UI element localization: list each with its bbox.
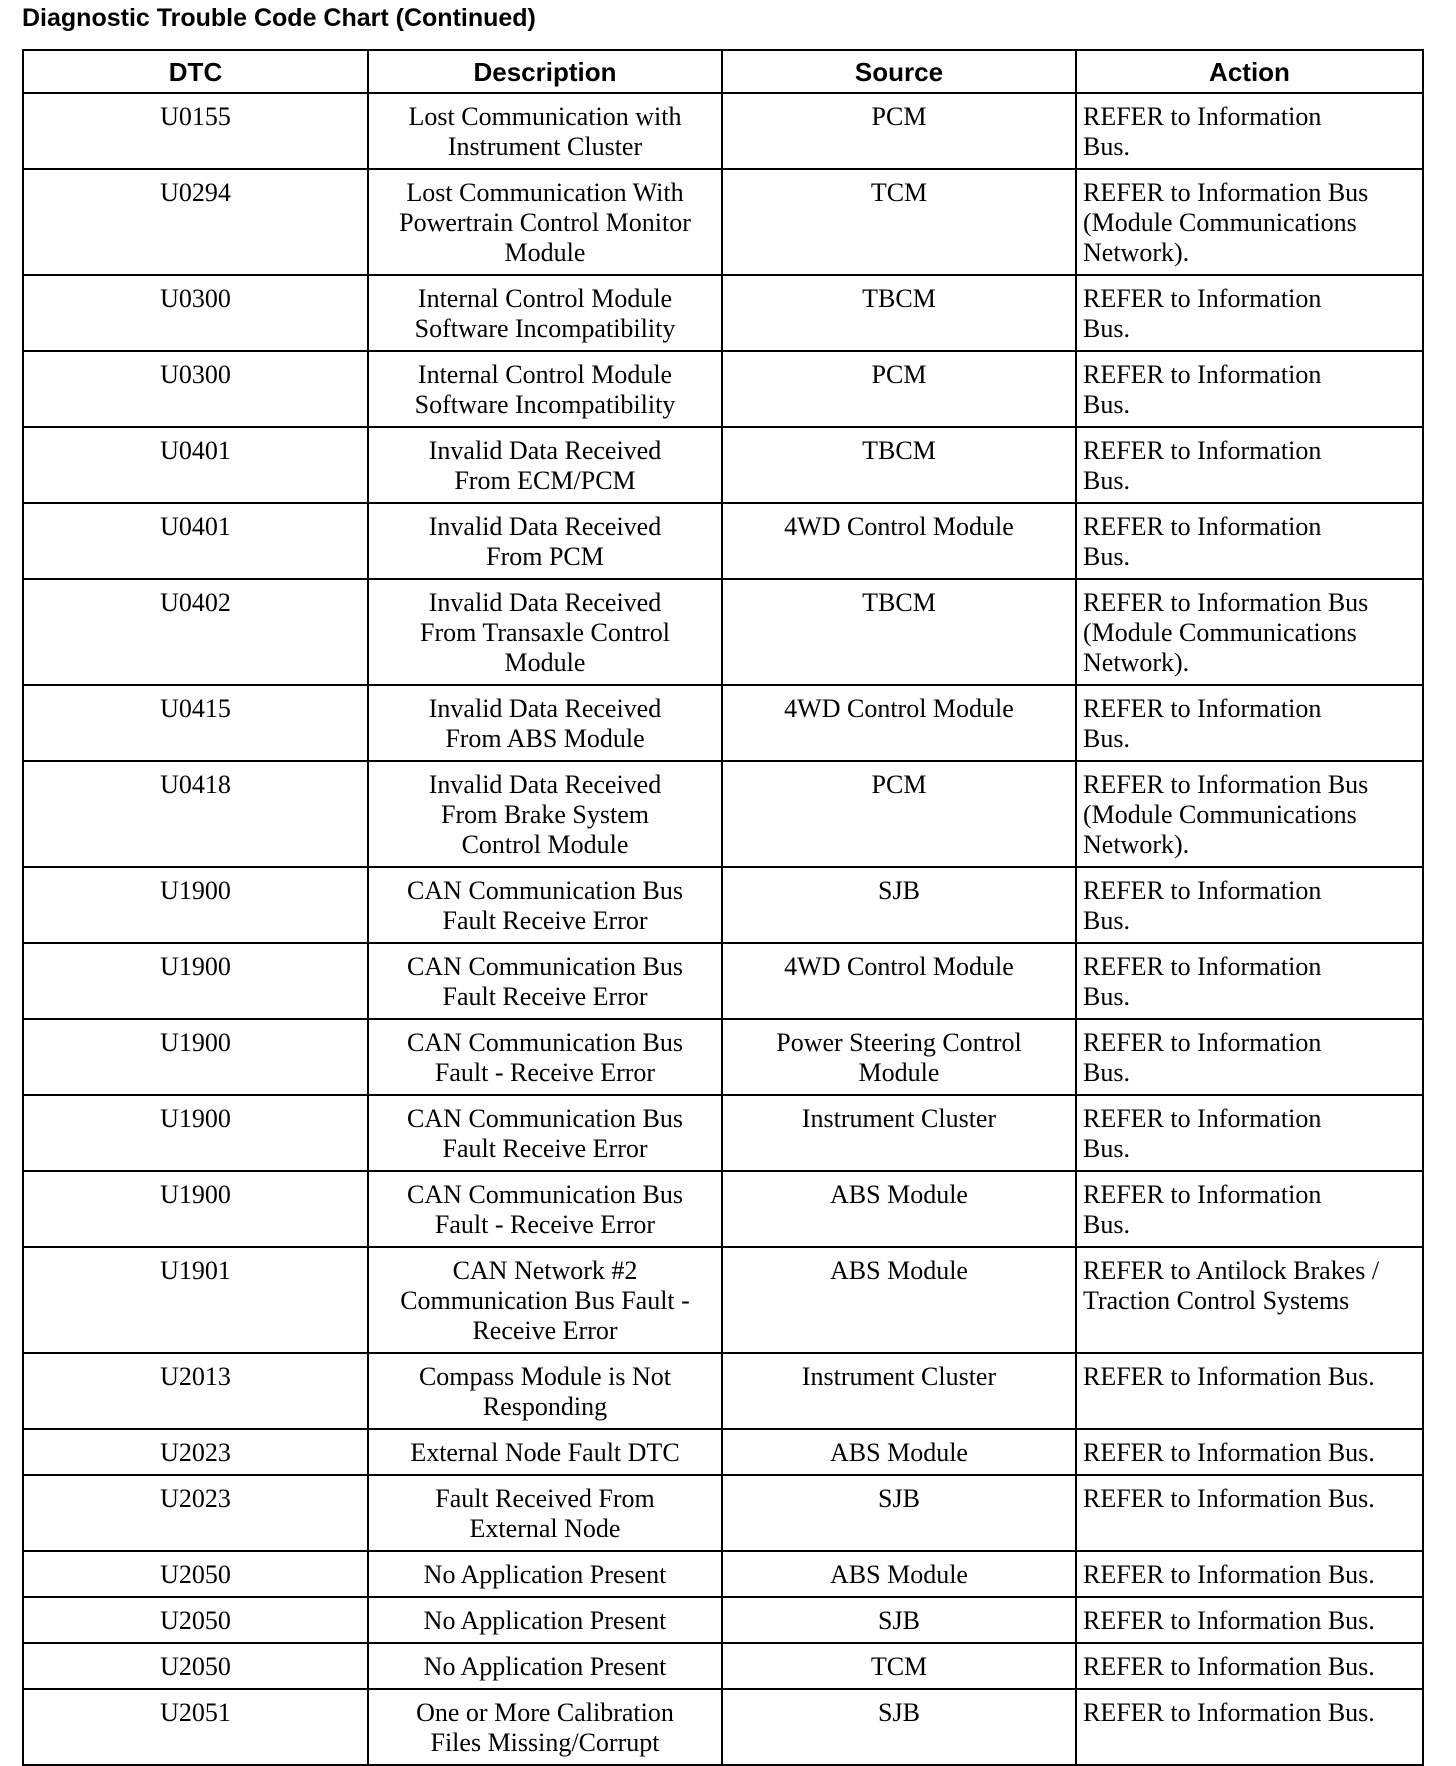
header-action: Action: [1076, 50, 1423, 93]
dtc-description: [368, 1353, 722, 1429]
dtc-action-text: REFER to Information Bus (Module Communications Network).: [1083, 770, 1369, 859]
dtc-source: [722, 579, 1076, 685]
dtc-description-text: Invalid Data Received From ABS Module: [428, 694, 662, 753]
dtc-code-text: U2051: [160, 1698, 231, 1727]
table-row: [23, 943, 1423, 1019]
dtc-source-text: Instrument Cluster: [801, 1104, 997, 1133]
dtc-description: [368, 1643, 722, 1689]
dtc-code: [23, 1095, 368, 1171]
dtc-source: [722, 1353, 1076, 1429]
dtc-description-text: CAN Communication Bus Fault - Receive Error: [407, 1028, 683, 1087]
dtc-code: [23, 351, 368, 427]
dtc-action: [1076, 1551, 1423, 1597]
dtc-action: [1076, 1353, 1423, 1429]
dtc-description-text: Invalid Data Received From PCM: [428, 512, 662, 571]
dtc-source: [722, 1019, 1076, 1095]
page-title: Diagnostic Trouble Code Chart (Continued): [22, 4, 536, 32]
dtc-action: [1076, 1689, 1423, 1765]
dtc-action-text: REFER to Information Bus.: [1083, 1698, 1375, 1727]
dtc-code: [23, 503, 368, 579]
dtc-description-text: Lost Communication with Instrument Cluster: [408, 102, 682, 161]
dtc-action: [1076, 1171, 1423, 1247]
table-row: [23, 1095, 1423, 1171]
dtc-source-text: ABS Module: [830, 1180, 968, 1209]
table-row: [23, 1353, 1423, 1429]
dtc-code-text: U0402: [160, 588, 231, 617]
dtc-description: [368, 93, 722, 169]
table-row: [23, 1551, 1423, 1597]
dtc-description-text: Invalid Data Received From Brake System Control Module: [428, 770, 662, 859]
dtc-code-text: U1900: [160, 1180, 231, 1209]
dtc-action: [1076, 427, 1423, 503]
dtc-source-text: SJB: [878, 1606, 920, 1635]
dtc-action: [1076, 1247, 1423, 1353]
table-row: [23, 761, 1423, 867]
dtc-action: [1076, 867, 1423, 943]
dtc-action-text: REFER to Information Bus.: [1083, 1606, 1375, 1635]
table-row: [23, 351, 1423, 427]
dtc-action: [1076, 1597, 1423, 1643]
dtc-source-text: Instrument Cluster: [801, 1362, 997, 1391]
dtc-description-text: Internal Control Module Software Incompatibility: [414, 284, 676, 343]
dtc-description-text: Compass Module is Not Responding: [418, 1362, 672, 1421]
dtc-source: [722, 1429, 1076, 1475]
dtc-description-text: CAN Network #2 Communication Bus Fault - Receive Error: [400, 1256, 690, 1345]
dtc-code-text: U2023: [160, 1438, 231, 1467]
dtc-description: [368, 867, 722, 943]
dtc-code: [23, 1353, 368, 1429]
dtc-code: [23, 867, 368, 943]
dtc-source: [722, 1643, 1076, 1689]
dtc-description: [368, 579, 722, 685]
dtc-source-text: TBCM: [862, 436, 936, 465]
dtc-code: [23, 1171, 368, 1247]
dtc-description: [368, 761, 722, 867]
dtc-action-text: REFER to Information Bus (Module Communications Network).: [1083, 588, 1369, 677]
table-body: [23, 93, 1423, 1765]
dtc-action-text: REFER to Information Bus.: [1083, 512, 1322, 571]
dtc-description-text: Internal Control Module Software Incompatibility: [414, 360, 676, 419]
dtc-code: [23, 1551, 368, 1597]
dtc-action: [1076, 275, 1423, 351]
dtc-action-text: REFER to Information Bus.: [1083, 436, 1322, 495]
dtc-action-text: REFER to Information Bus (Module Communications Network).: [1083, 178, 1369, 267]
dtc-source-text: PCM: [871, 770, 927, 799]
dtc-source: [722, 1597, 1076, 1643]
dtc-description: [368, 1247, 722, 1353]
dtc-source: [722, 1171, 1076, 1247]
dtc-description-text: External Node Fault DTC: [410, 1438, 680, 1467]
dtc-code: [23, 579, 368, 685]
dtc-source: [722, 1551, 1076, 1597]
dtc-action: [1076, 169, 1423, 275]
table-row: [23, 1689, 1423, 1765]
dtc-description: [368, 169, 722, 275]
table-row: [23, 1475, 1423, 1551]
dtc-action-text: REFER to Information Bus.: [1083, 876, 1322, 935]
dtc-code: [23, 427, 368, 503]
dtc-action-text: REFER to Information Bus.: [1083, 1362, 1375, 1391]
dtc-description: [368, 351, 722, 427]
dtc-description-text: CAN Communication Bus Fault Receive Error: [407, 876, 683, 935]
dtc-code-text: U2050: [160, 1560, 231, 1589]
dtc-source: [722, 1247, 1076, 1353]
table-row: [23, 1171, 1423, 1247]
dtc-source: [722, 427, 1076, 503]
dtc-code-text: U0418: [160, 770, 231, 799]
dtc-description: [368, 685, 722, 761]
dtc-source: [722, 1095, 1076, 1171]
dtc-code: [23, 93, 368, 169]
dtc-description-text: Invalid Data Received From Transaxle Control Module: [420, 588, 670, 677]
dtc-code-text: U0415: [160, 694, 231, 723]
dtc-action: [1076, 761, 1423, 867]
dtc-action: [1076, 1019, 1423, 1095]
dtc-description: [368, 1689, 722, 1765]
dtc-code: [23, 1689, 368, 1765]
dtc-code: [23, 943, 368, 1019]
table-row: [23, 275, 1423, 351]
dtc-code-text: U1900: [160, 1104, 231, 1133]
dtc-source-text: TBCM: [862, 588, 936, 617]
dtc-code: [23, 1429, 368, 1475]
dtc-source: [722, 351, 1076, 427]
dtc-action: [1076, 943, 1423, 1019]
table-row: [23, 685, 1423, 761]
dtc-code: [23, 1019, 368, 1095]
table-row: [23, 1247, 1423, 1353]
table-row: [23, 1019, 1423, 1095]
dtc-source-text: TCM: [870, 1652, 928, 1681]
dtc-action-text: REFER to Information Bus.: [1083, 1438, 1375, 1467]
dtc-action-text: REFER to Information Bus.: [1083, 1104, 1322, 1163]
table-row: [23, 503, 1423, 579]
dtc-source-text: TCM: [870, 178, 928, 207]
dtc-source-text: PCM: [871, 360, 927, 389]
dtc-source: [722, 1689, 1076, 1765]
dtc-action-text: REFER to Information Bus.: [1083, 952, 1322, 1011]
dtc-code-text: U1900: [160, 1028, 231, 1057]
dtc-code-text: U1901: [160, 1256, 231, 1285]
dtc-source: [722, 169, 1076, 275]
table-row: [23, 427, 1423, 503]
dtc-source-text: ABS Module: [830, 1256, 968, 1285]
dtc-source: [722, 1475, 1076, 1551]
table-row: [23, 1597, 1423, 1643]
dtc-source-text: SJB: [878, 876, 920, 905]
dtc-code-text: U1900: [160, 876, 231, 905]
table-row: [23, 579, 1423, 685]
dtc-description: [368, 1597, 722, 1643]
dtc-code-text: U2013: [160, 1362, 231, 1391]
dtc-action-text: REFER to Information Bus.: [1083, 1028, 1322, 1087]
dtc-code: [23, 761, 368, 867]
dtc-description-text: Fault Received From External Node: [435, 1484, 655, 1543]
dtc-code: [23, 1643, 368, 1689]
dtc-source: [722, 867, 1076, 943]
dtc-description: [368, 1551, 722, 1597]
dtc-table: [22, 49, 1424, 1766]
dtc-source: [722, 503, 1076, 579]
dtc-code-text: U0300: [160, 360, 231, 389]
dtc-action: [1076, 1095, 1423, 1171]
dtc-description-text: No Application Present: [423, 1652, 667, 1681]
table-row: [23, 93, 1423, 169]
dtc-action: [1076, 503, 1423, 579]
dtc-source-text: 4WD Control Module: [784, 952, 1014, 981]
dtc-description: [368, 1019, 722, 1095]
dtc-source: [722, 93, 1076, 169]
dtc-description-text: CAN Communication Bus Fault Receive Error: [407, 952, 683, 1011]
table-row: [23, 169, 1423, 275]
dtc-source: [722, 685, 1076, 761]
table-row: [23, 867, 1423, 943]
dtc-source-text: ABS Module: [830, 1560, 968, 1589]
dtc-description-text: Lost Communication With Powertrain Control Monitor Module: [399, 178, 691, 267]
dtc-action: [1076, 93, 1423, 169]
dtc-source-text: SJB: [878, 1484, 920, 1513]
dtc-description-text: CAN Communication Bus Fault Receive Error: [407, 1104, 683, 1163]
dtc-action-text: REFER to Information Bus.: [1083, 360, 1322, 419]
dtc-code: [23, 1475, 368, 1551]
dtc-action-text: REFER to Information Bus.: [1083, 102, 1322, 161]
dtc-code: [23, 169, 368, 275]
dtc-code-text: U2050: [160, 1652, 231, 1681]
dtc-action-text: REFER to Information Bus.: [1083, 1652, 1375, 1681]
dtc-action: [1076, 1429, 1423, 1475]
dtc-source: [722, 943, 1076, 1019]
dtc-description: [368, 427, 722, 503]
dtc-description-text: No Application Present: [423, 1606, 667, 1635]
dtc-code-text: U0401: [160, 512, 231, 541]
dtc-code-text: U1900: [160, 952, 231, 981]
dtc-source-text: TBCM: [862, 284, 936, 313]
dtc-action: [1076, 685, 1423, 761]
dtc-action-text: REFER to Antilock Brakes / Traction Control Systems: [1083, 1256, 1380, 1315]
dtc-description-text: CAN Communication Bus Fault - Receive Error: [407, 1180, 683, 1239]
dtc-description-text: One or More Calibration Files Missing/Corrupt: [416, 1698, 674, 1757]
dtc-action-text: REFER to Information Bus.: [1083, 1484, 1375, 1513]
dtc-code-text: U0401: [160, 436, 231, 465]
dtc-source-text: ABS Module: [830, 1438, 968, 1467]
table-row: [23, 1643, 1423, 1689]
dtc-code-text: U2050: [160, 1606, 231, 1635]
dtc-description: [368, 1475, 722, 1551]
dtc-source-text: PCM: [871, 102, 927, 131]
dtc-code: [23, 685, 368, 761]
dtc-action-text: REFER to Information Bus.: [1083, 694, 1322, 753]
dtc-action-text: REFER to Information Bus.: [1083, 1560, 1375, 1589]
dtc-description: [368, 1429, 722, 1475]
dtc-description: [368, 943, 722, 1019]
dtc-code-text: U0155: [160, 102, 231, 131]
dtc-code-text: U0300: [160, 284, 231, 313]
dtc-action: [1076, 1475, 1423, 1551]
dtc-action: [1076, 1643, 1423, 1689]
dtc-source: [722, 761, 1076, 867]
dtc-code-text: U2023: [160, 1484, 231, 1513]
dtc-source: [722, 275, 1076, 351]
table-row: [23, 1429, 1423, 1475]
header-description: Description: [368, 50, 722, 93]
dtc-description: [368, 1171, 722, 1247]
dtc-description-text: Invalid Data Received From ECM/PCM: [428, 436, 662, 495]
table-header-row: [23, 50, 1423, 93]
dtc-action: [1076, 579, 1423, 685]
dtc-source-text: 4WD Control Module: [784, 512, 1014, 541]
dtc-description: [368, 503, 722, 579]
dtc-code: [23, 1597, 368, 1643]
dtc-code: [23, 1247, 368, 1353]
dtc-description-text: No Application Present: [423, 1560, 667, 1589]
dtc-action: [1076, 351, 1423, 427]
dtc-description: [368, 1095, 722, 1171]
dtc-description: [368, 275, 722, 351]
header-source: Source: [722, 50, 1076, 93]
dtc-code: [23, 275, 368, 351]
dtc-source-text: 4WD Control Module: [784, 694, 1014, 723]
dtc-source-text: SJB: [878, 1698, 920, 1727]
dtc-source-text: Power Steering Control Module: [776, 1028, 1022, 1087]
dtc-code-text: U0294: [160, 178, 231, 207]
dtc-action-text: REFER to Information Bus.: [1083, 1180, 1322, 1239]
dtc-action-text: REFER to Information Bus.: [1083, 284, 1322, 343]
header-dtc: DTC: [23, 50, 368, 93]
